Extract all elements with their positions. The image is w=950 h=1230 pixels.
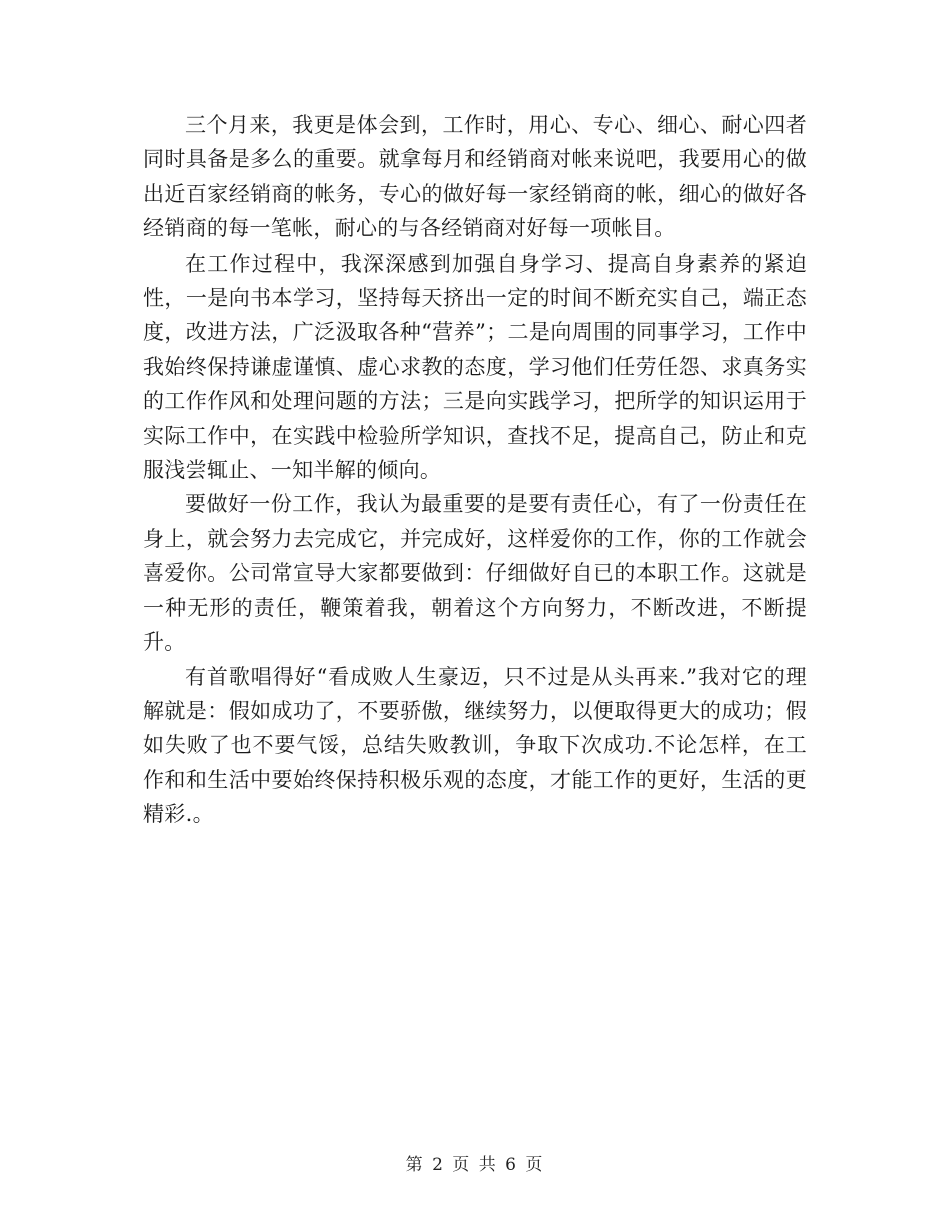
paragraph-4: 有首歌唱得好“看成败人生豪迈，只不过是从头再来.”我对它的理解就是：假如成功了，不要骄傲，继续努力，以便取得更大的成功；假如失败了也不要气馁，总结失败教训，争取下次成功.不论怎样，在工作和和生活中要始终保持积极乐观的态度，才能工作的更好，生活的更精彩.。: [143, 664, 807, 827]
paragraph-2: 在工作过程中，我深深感到加强自身学习、提高自身素养的紧迫性，一是向书本学习，坚持每天挤出一定的时间不断充实自己，端正态度，改进方法，广泛汲取各种“营养”；二是向周围的同事学习，工作中我始终保持谦虚谨慎、虚心求教的态度，学习他们任劳任怨、求真务实的工作作风和处理问题的方法；三是向实践学习，把所学的知识运用于实际工作中，在实践中检验所学知识，查找不足，提高自己，防止和克服浅尝辄止、一知半解的倾向。: [143, 251, 807, 483]
paragraph-3: 要做好一份工作，我认为最重要的是要有责任心，有了一份责任在身上，就会努力去完成它，并完成好，这样爱你的工作，你的工作就会喜爱你。公司常宣导大家都要做到：仔细做好自已的本职工作。这就是一种无形的责任，鞭策着我，朝着这个方向努力，不断改进，不断提升。: [143, 492, 807, 655]
paragraph-1: 三个月来，我更是体会到，工作时，用心、专心、细心、耐心四者同时具备是多么的重要。就拿每月和经销商对帐来说吧，我要用心的做出近百家经销商的帐务，专心的做好每一家经销商的帐，细心的做好各经销商的每一笔帐，耐心的与各经销商对好每一项帐目。: [143, 113, 807, 241]
document-body: [143, 108, 807, 832]
page-number-footer: 第 2 页 共 6 页: [405, 1155, 545, 1175]
